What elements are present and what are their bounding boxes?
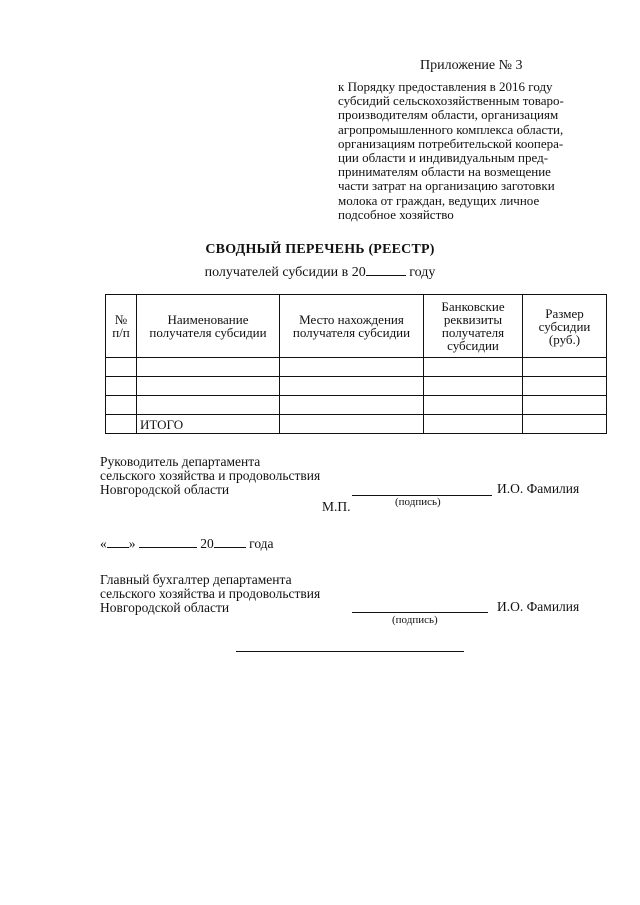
table-header-row [106, 295, 607, 358]
header-recipient-name: Наименование получателя субсидии [137, 295, 280, 358]
signature1-caption: (подпись) [395, 496, 441, 508]
subtitle-prefix: получателей субсидии в 20 [204, 265, 366, 280]
subtitle-suffix: году [409, 265, 436, 280]
appendix-line: части затрат на организацию заготовки [338, 178, 555, 194]
appendix-line: принимателям области на возмещение [338, 164, 551, 180]
day-blank[interactable] [107, 547, 129, 548]
appendix-title: Приложение № 3 [420, 58, 523, 73]
stamp-label: М.П. [322, 499, 351, 514]
month-blank[interactable] [139, 547, 197, 548]
signature2-caption: (подпись) [392, 614, 438, 626]
table-row [106, 396, 607, 415]
appendix-line: производителям области, организациям [338, 107, 559, 123]
table-total-row [106, 415, 607, 434]
signature2-line[interactable] [352, 612, 488, 613]
year-blank [366, 275, 406, 276]
signature1-name: И.О. Фамилия [497, 481, 580, 496]
header-number: № п/п [106, 295, 137, 358]
table-row [106, 358, 607, 377]
signature1-title: Руководитель департамента сельского хозяйства и продовольствия Новгородской области [100, 454, 321, 497]
signature2-name: И.О. Фамилия [497, 599, 580, 614]
appendix-line: субсидий сельскохозяйственным товаро- [338, 93, 564, 109]
document-subtitle [0, 265, 640, 281]
document-title: СВОДНЫЙ ПЕРЕЧЕНЬ (РЕЕСТР) [205, 242, 435, 257]
header-bank-details: Банковские реквизиты получателя субсидии [424, 295, 523, 358]
appendix-line: молока от граждан, ведущих личное [338, 192, 540, 208]
year-suffix-blank[interactable] [214, 547, 246, 548]
header-location: Место нахождения получателя субсидии [280, 295, 424, 358]
registry-table [105, 294, 607, 434]
table-row [106, 377, 607, 396]
header-subsidy-amount: Размер субсидии (руб.) [523, 295, 607, 358]
closing-divider [236, 651, 464, 652]
appendix-line: агропромышленного комплекса области, [338, 121, 564, 137]
total-label: ИТОГО [137, 415, 280, 434]
signature2-title: Главный бухгалтер департамента сельского хозяйства и продовольствия Новгородской области [100, 572, 321, 615]
appendix-line: ции области и индивидуальным пред- [338, 150, 549, 166]
appendix-line: к Порядку предоставления в 2016 году [338, 79, 553, 94]
date-line: « » 20 года [100, 536, 274, 551]
appendix-line: подсобное хозяйство [338, 206, 454, 222]
appendix-line: организациям потребительской коопера- [338, 135, 564, 151]
appendix-text [338, 80, 586, 222]
